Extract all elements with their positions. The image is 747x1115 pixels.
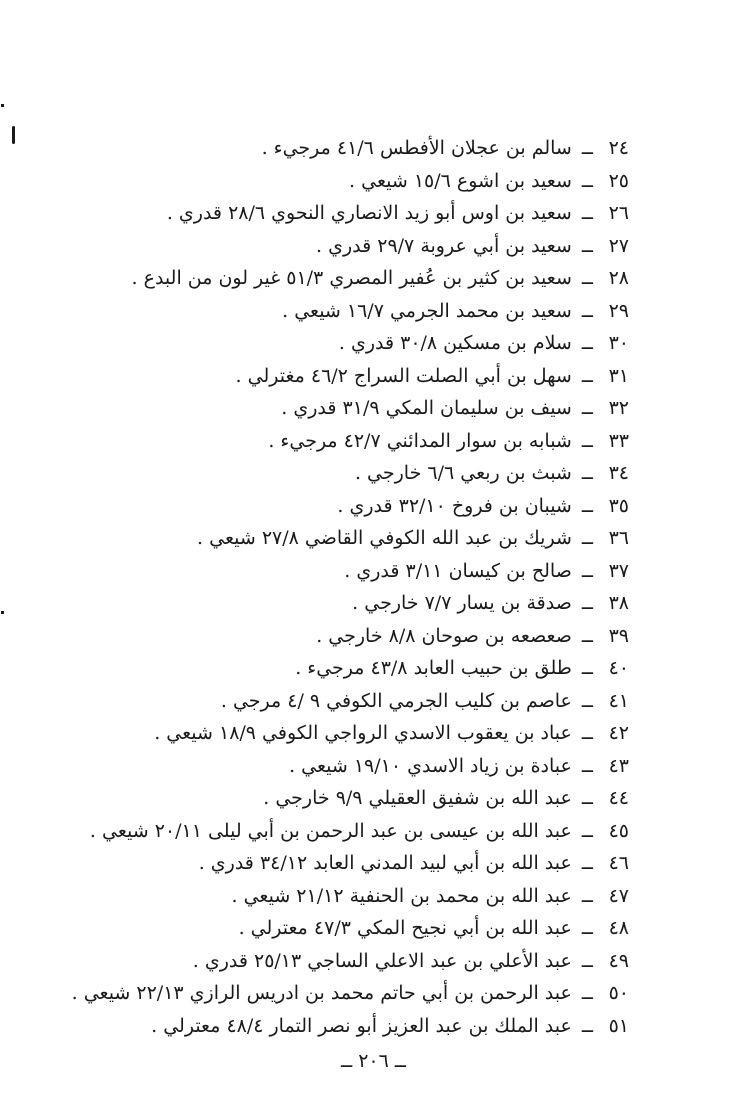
- entry-number: ٤٣: [608, 754, 629, 777]
- entry-number: ٤٠: [608, 657, 629, 679]
- entry-number: ٤٨: [608, 917, 629, 939]
- scan-mark: [12, 126, 15, 144]
- entry-text: شبابه بن سوار المدائني ٤٢/٧ مرجيء .: [268, 429, 572, 452]
- list-item: [69, 750, 629, 783]
- entry-number: ٢٧: [608, 234, 629, 257]
- entry-text: عبد الله بن شفيق العقيلي ٩/٩ خارجي .: [263, 787, 572, 809]
- entry-dash: ــ: [581, 949, 593, 972]
- list-item: [69, 620, 629, 653]
- entry-text: عبادة بن زياد الاسدي ١٩/١٠ شيعي .: [289, 754, 572, 777]
- entry-text: صدقة بن يسار ٧/٧ خارجي .: [352, 592, 572, 614]
- entry-dash: ــ: [581, 754, 593, 777]
- entry-text: صالح بن كيسان ٣/١١ قدري .: [344, 559, 572, 582]
- list-item: [69, 782, 629, 815]
- entry-dash: ــ: [581, 819, 593, 842]
- entry-number: ٣٦: [608, 527, 629, 549]
- entry-number: ٣٤: [608, 462, 629, 484]
- list-item: [69, 165, 629, 198]
- entry-number: ٤٤: [608, 787, 629, 809]
- entry-dash: ــ: [581, 624, 593, 647]
- entry-number: ٣٨: [608, 592, 629, 614]
- entry-text: عبد الله بن محمد بن الحنفية ٢١/١٢ شيعي .: [231, 884, 572, 907]
- list-item: [69, 230, 629, 263]
- entry-dash: ــ: [581, 169, 593, 192]
- entry-text: عبد الله بن أبي لبيد المدني العابد ٣٤/١٢ قدري .: [198, 852, 572, 874]
- entry-dash: ــ: [581, 657, 593, 679]
- list-item: [69, 327, 629, 360]
- entry-text: شيبان بن فروخ ٣٢/١٠ قدري .: [337, 494, 572, 517]
- entry-dash: ــ: [581, 592, 593, 614]
- entry-text: عبد الرحمن بن أبي حاتم محمد بن ادريس الرازي ٢٢/١٣ شيعي .: [71, 982, 572, 1004]
- entry-number: ٤١: [608, 689, 629, 712]
- list-item: [69, 425, 629, 458]
- list-item: [69, 555, 629, 588]
- entry-dash: ــ: [581, 787, 593, 809]
- entry-dash: ــ: [581, 137, 593, 159]
- entry-dash: ــ: [581, 917, 593, 939]
- page-number: ــ ٢٠٦ ــ: [341, 1050, 406, 1072]
- entry-dash: ــ: [581, 982, 593, 1004]
- entry-dash: ــ: [581, 689, 593, 712]
- entry-text: عباد بن يعقوب الاسدي الرواجي الكوفي ١٨/٩ شيعي .: [154, 722, 572, 744]
- list-item: [69, 815, 629, 848]
- list-item: [69, 945, 629, 978]
- entry-text: سيف بن سليمان المكي ٣١/٩ قدري .: [281, 397, 572, 419]
- entry-text: طلق بن حبيب العابد ٤٣/٨ مرجيء .: [295, 657, 572, 679]
- entry-dash: ــ: [581, 397, 593, 419]
- entry-number: ٣٢: [608, 397, 629, 419]
- entry-dash: ــ: [581, 884, 593, 907]
- list-item: [69, 392, 629, 425]
- entry-number: ٣١: [608, 364, 629, 387]
- list-item: [69, 360, 629, 393]
- entry-number: ٥٠: [608, 982, 629, 1004]
- entry-number: ٢٥: [608, 169, 629, 192]
- entry-dash: ــ: [581, 299, 593, 322]
- entry-number: ٤٧: [608, 884, 629, 907]
- list-item: [69, 847, 629, 880]
- list-item: [69, 490, 629, 523]
- list-item: [69, 587, 629, 620]
- entry-text: شريك بن عبد الله الكوفي القاضي ٢٧/٨ شيعي .: [197, 527, 572, 549]
- entry-text: سلام بن مسكين ٣٠/٨ قدري .: [338, 332, 572, 354]
- entry-number: ٤٦: [608, 852, 629, 874]
- entry-number: ٤٥: [608, 819, 629, 842]
- entry-text: شبث بن ربعي ٦/٦ خارجي .: [354, 462, 572, 484]
- list-item: [69, 197, 629, 230]
- entry-dash: ــ: [581, 364, 593, 387]
- list-item: [69, 912, 629, 945]
- entry-number: ٣٣: [608, 429, 629, 452]
- entry-dash: ــ: [581, 527, 593, 549]
- list-item: [69, 652, 629, 685]
- scan-mark: [1, 611, 4, 614]
- entry-dash: ــ: [581, 267, 593, 289]
- entry-dash: ــ: [581, 234, 593, 257]
- entry-number: ٣٩: [608, 624, 629, 647]
- entry-number: ٣٥: [608, 494, 629, 517]
- entry-text: صعصعه بن صوحان ٨/٨ خارجي .: [316, 624, 572, 647]
- entry-number: ٣٠: [608, 332, 629, 354]
- list-item: [69, 977, 629, 1010]
- entry-text: سعيد بن اشوع ١٥/٦ شيعي .: [349, 169, 572, 192]
- entry-list: [69, 132, 629, 1042]
- entry-dash: ــ: [581, 852, 593, 874]
- entry-number: ٤٢: [608, 722, 629, 744]
- entry-dash: ــ: [581, 429, 593, 452]
- entry-dash: ــ: [581, 332, 593, 354]
- entry-number: ٢٦: [608, 202, 629, 224]
- entry-text: سعيد بن أبي عروبة ٢٩/٧ قدري .: [316, 234, 572, 257]
- entry-text: عاصم بن كليب الجرمي الكوفي ٩ /٤ مرجي .: [220, 689, 572, 712]
- entry-text: سعيد بن اوس أبو زيد الانصاري النحوي ٢٨/٦ قدري .: [166, 202, 572, 224]
- entry-text: عبد الله بن أبي نجيح المكي ٤٧/٣ معترلي .: [238, 917, 572, 939]
- entry-number: ٣٧: [608, 559, 629, 582]
- entry-number: ٢٨: [608, 267, 629, 289]
- entry-number: ٢٩: [608, 299, 629, 322]
- entry-dash: ــ: [581, 722, 593, 744]
- entry-dash: ــ: [581, 202, 593, 224]
- list-item: [69, 295, 629, 328]
- list-item: [69, 717, 629, 750]
- entry-text: عبد الله بن عيسى بن عبد الرحمن بن أبي ليلى ٢٠/١١ شيعي .: [89, 819, 572, 842]
- list-item: [69, 457, 629, 490]
- list-item: [69, 880, 629, 913]
- entry-text: سعيد بن كثير بن عُفير المصري ٥١/٣ غير لون من البدع .: [131, 267, 572, 289]
- list-item: [69, 522, 629, 555]
- entry-text: سالم بن عجلان الأفطس ٤١/٦ مرجيء .: [261, 137, 572, 159]
- entry-dash: ــ: [581, 494, 593, 517]
- entry-number: ٥١: [608, 1014, 629, 1037]
- entry-dash: ــ: [581, 1014, 593, 1037]
- entry-text: سهل بن أبي الصلت السراج ٤٦/٢ مغترلي .: [235, 364, 572, 387]
- list-item: [69, 685, 629, 718]
- entry-dash: ــ: [581, 462, 593, 484]
- list-item: [69, 1010, 629, 1043]
- entry-number: ٢٤: [608, 137, 629, 159]
- entry-text: عبد الملك بن عبد العزيز أبو نصر التمار ٤٨/٤ معترلي .: [151, 1014, 572, 1037]
- entry-text: عبد الأعلي بن عبد الاعلي الساجي ٢٥/١٣ قدري .: [192, 949, 572, 972]
- entry-dash: ــ: [581, 559, 593, 582]
- list-item: [69, 132, 629, 165]
- entry-text: سعيد بن محمد الجرمي ١٦/٧ شيعي .: [282, 299, 572, 322]
- list-item: [69, 262, 629, 295]
- entry-number: ٤٩: [608, 949, 629, 972]
- scan-mark: [1, 104, 4, 107]
